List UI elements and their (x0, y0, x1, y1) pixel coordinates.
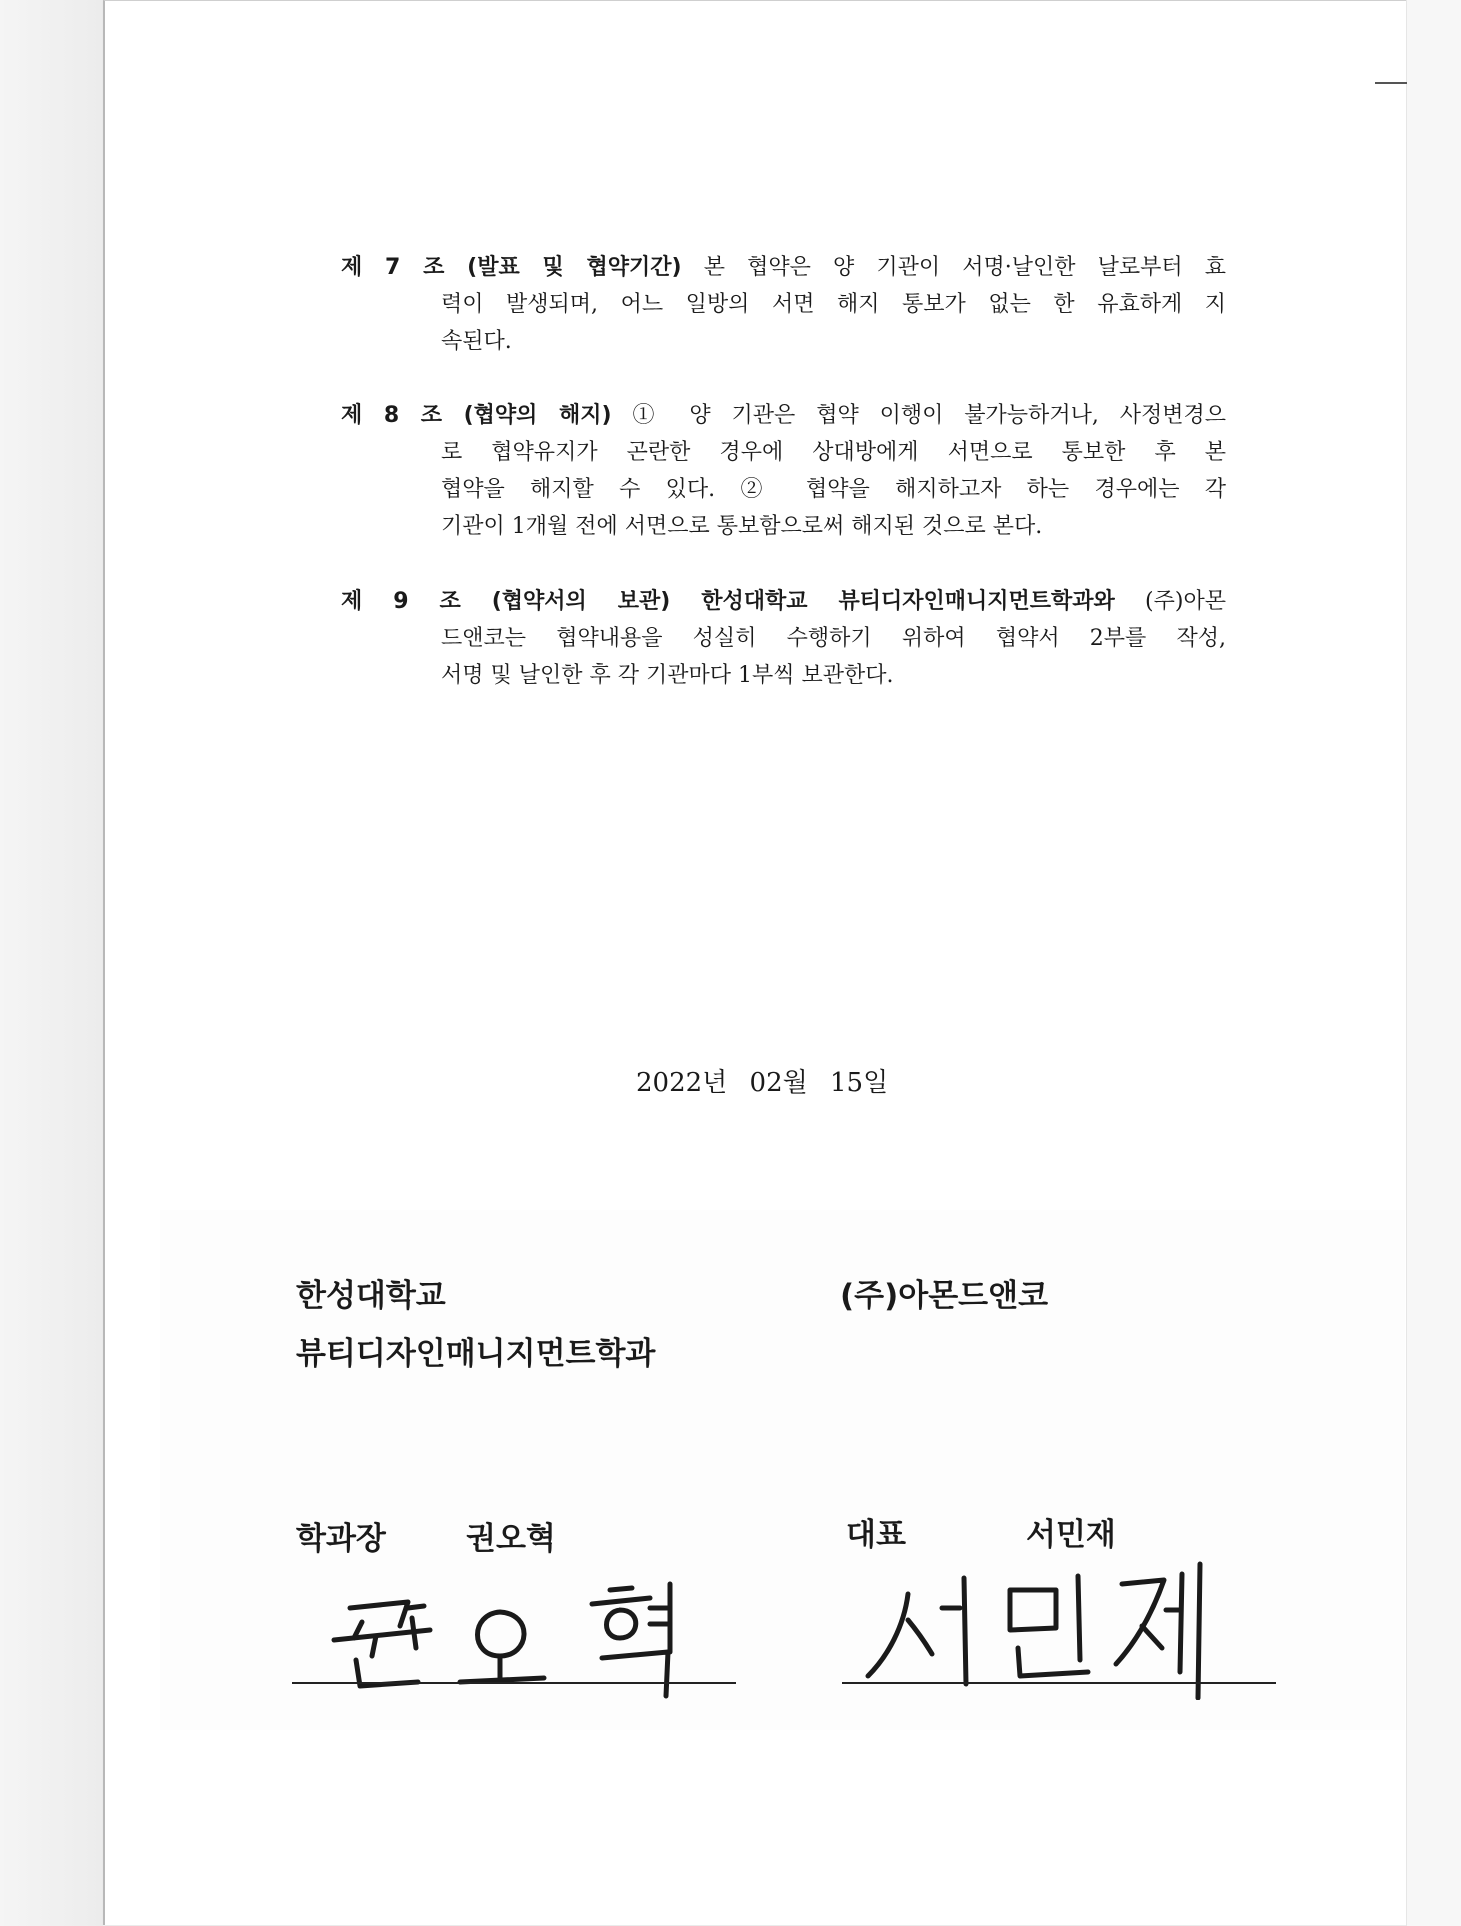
article-text: 기관이 1개월 전에 서면으로 통보함으로써 해지된 것으로 본다. (441, 514, 1043, 539)
article-9 (341, 583, 1226, 694)
right-signature-line (842, 1682, 1276, 1684)
article-text: 협약을 해지할 수 있다. ② 협약을 해지하고자 하는 경우에는 각 (441, 477, 1226, 502)
article-text: 드앤코는 협약내용을 성실히 수행하기 위하여 협약서 2부를 작성, (441, 626, 1226, 651)
article-heading: 제 9 조 (협약서의 보관) 한성대학교 뷰티디자인매니지먼트학과와 (341, 589, 1115, 614)
article-heading: 제 7 조 (발표 및 협약기간) (341, 255, 682, 280)
right-signatory-name: 서민재 (1026, 1517, 1116, 1553)
viewer-background-left (0, 0, 103, 1926)
agreement-date: 2022년 02월 15일 (636, 1068, 889, 1098)
left-signatory-name: 권오혁 (466, 1521, 556, 1557)
article-heading: 제 8 조 (협약의 해지) (341, 403, 612, 428)
page-edge-right (1406, 0, 1461, 1926)
article-text: ① 양 기관은 협약 이행이 불가능하거나, 사정변경으 (632, 403, 1226, 428)
article-text: 력이 발생되며, 어느 일방의 서면 해지 통보가 없는 한 유효하게 지 (441, 292, 1226, 317)
left-party-name: 한성대학교 (296, 1278, 446, 1314)
article-8 (341, 397, 1226, 545)
article-text: 로 협약유지가 곤란한 경우에 상대방에게 서면으로 통보한 후 본 (441, 440, 1226, 465)
article-text: 본 협약은 양 기관이 서명·날인한 날로부터 효 (703, 255, 1226, 280)
left-handwritten-signature (320, 1578, 740, 1708)
left-party-dept: 뷰티디자인매니지먼트학과 (296, 1336, 656, 1372)
left-signatory-title: 학과장 (296, 1521, 386, 1557)
right-signatory-title: 대표 (846, 1517, 906, 1553)
page-corner-mark (1375, 82, 1407, 84)
left-signature-line (292, 1682, 736, 1684)
article-text: (주)아몬 (1145, 589, 1226, 614)
right-party-name: (주)아몬드앤코 (840, 1278, 1049, 1314)
article-text: 속된다. (441, 329, 512, 354)
article-text: 서명 및 날인한 후 각 기관마다 1부씩 보관한다. (441, 663, 894, 688)
right-handwritten-signature (860, 1560, 1220, 1700)
article-7 (341, 249, 1226, 360)
